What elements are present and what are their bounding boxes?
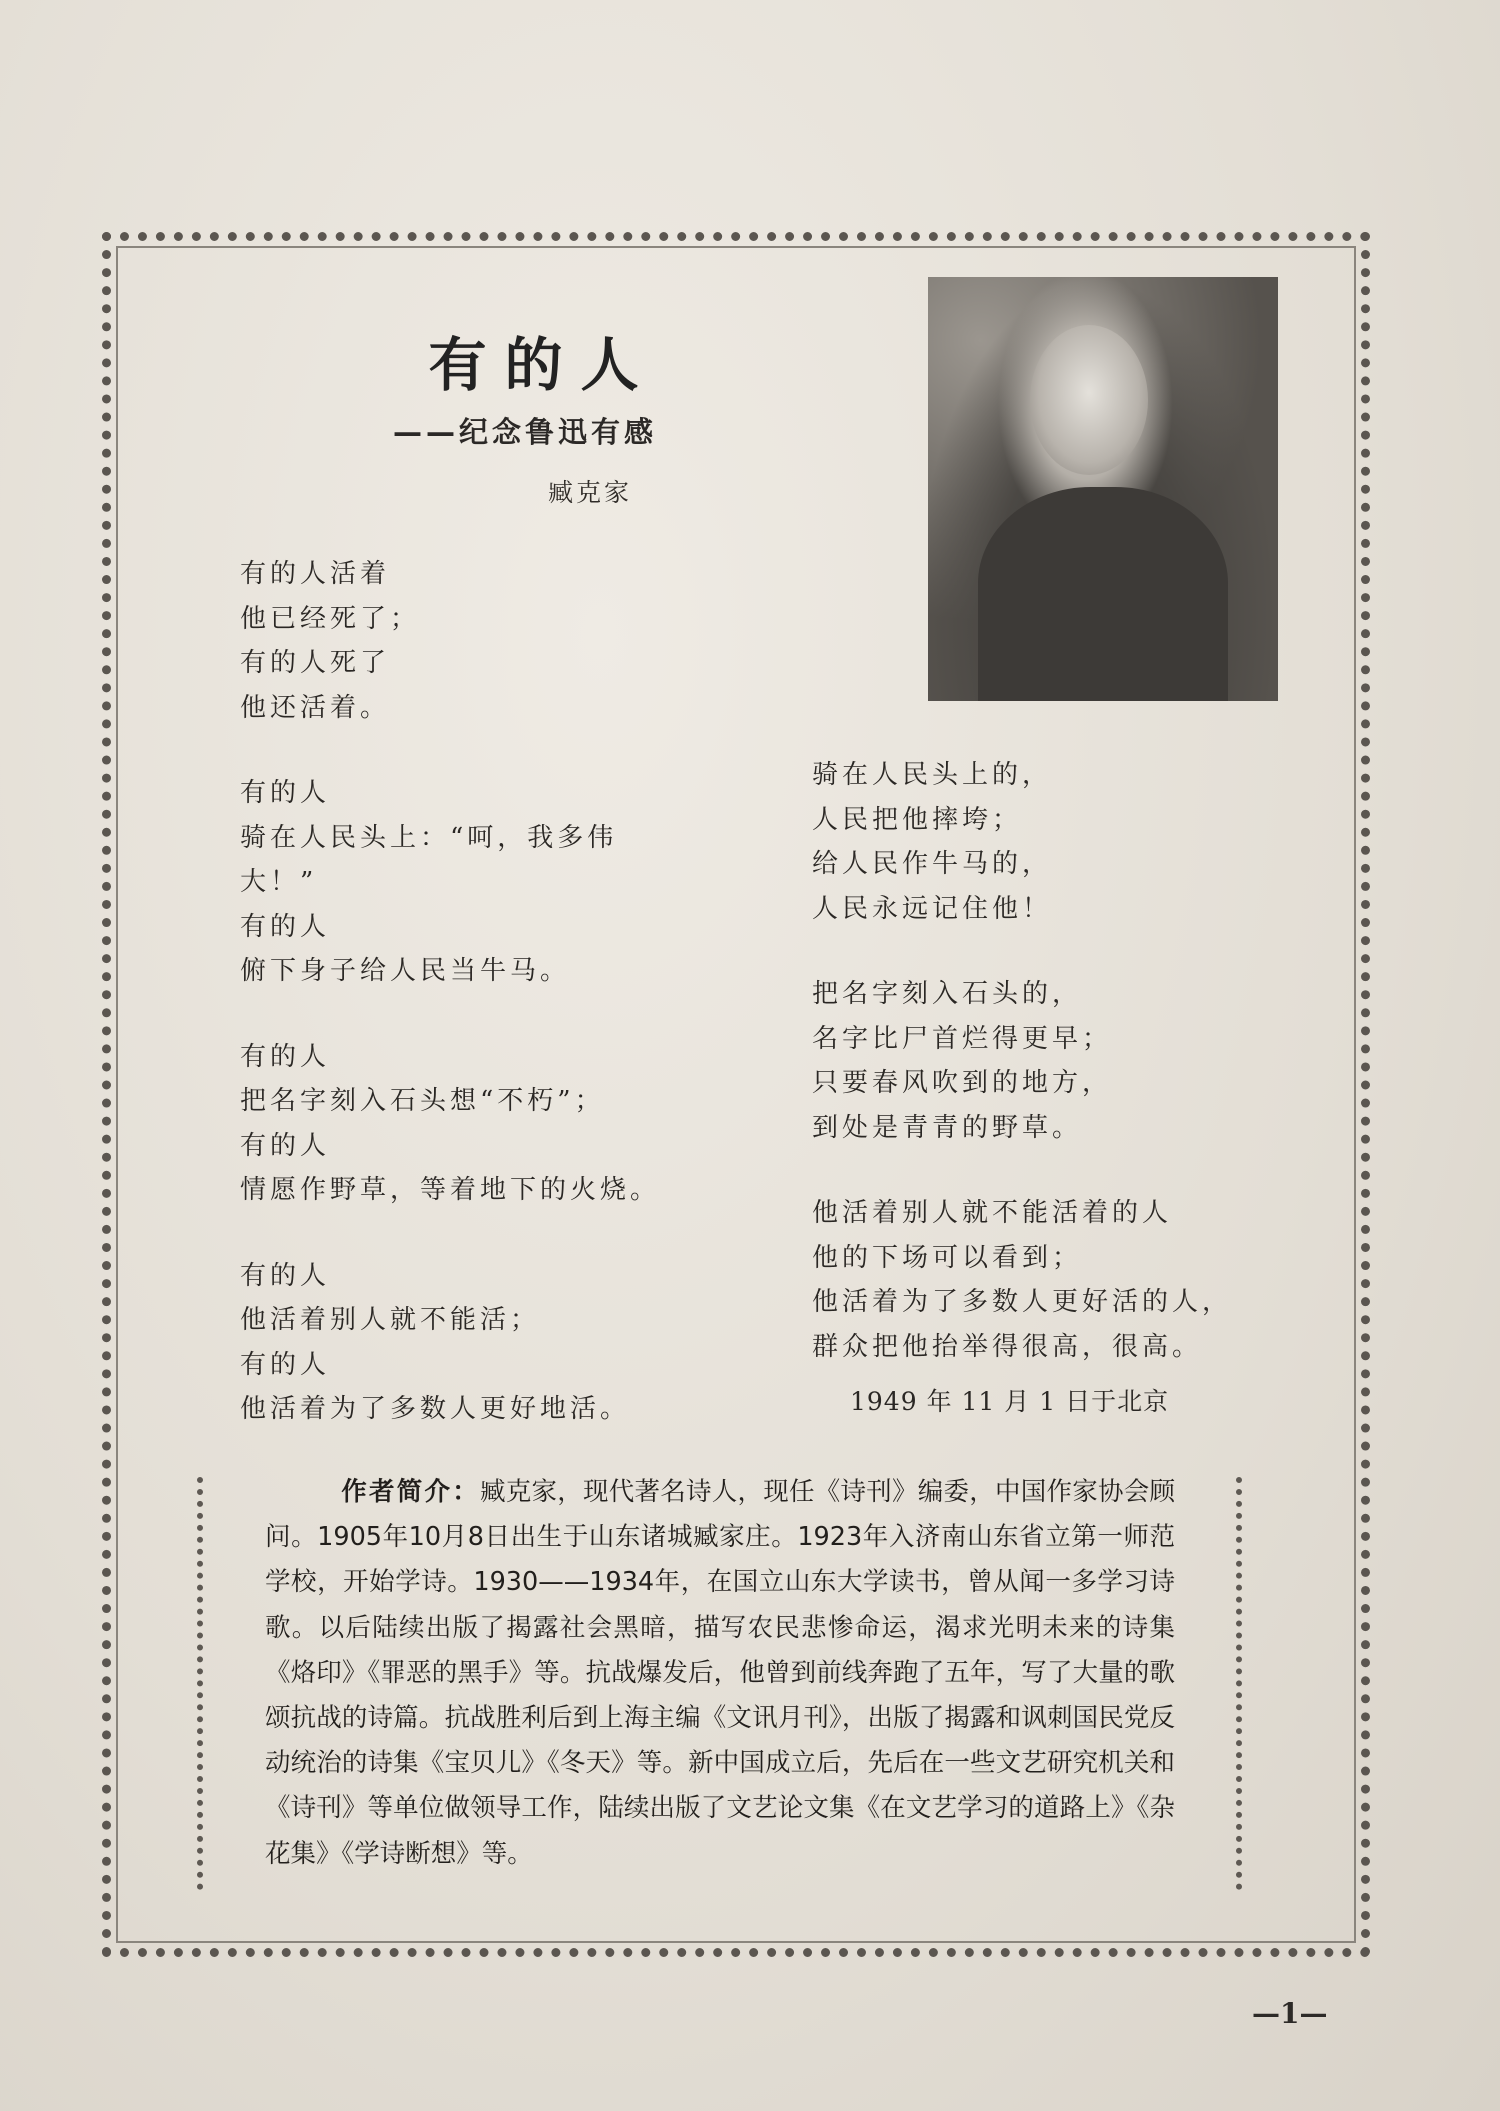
poem-line: 有的人 bbox=[240, 778, 331, 808]
poem-line: 到处是青青的野草。 bbox=[812, 1112, 1083, 1143]
poem-line: 大！” bbox=[240, 867, 318, 897]
poem-line: 有的人 bbox=[240, 1260, 331, 1291]
poem-line: 人民把他摔垮； bbox=[812, 804, 1023, 835]
poem-line: 人民永远记住他！ bbox=[812, 893, 1053, 924]
poem-line: 给人民作牛马的， bbox=[812, 849, 1053, 879]
poem-left-column bbox=[240, 552, 670, 1473]
portrait-body bbox=[978, 487, 1228, 701]
poem-line: 只要春风吹到的地方， bbox=[812, 1068, 1113, 1098]
portrait-photo bbox=[928, 277, 1278, 701]
portrait-face bbox=[1030, 325, 1148, 475]
author-bio bbox=[265, 1470, 1175, 1877]
poem-line: 他活着别人就不能活着的人 bbox=[812, 1198, 1173, 1228]
poem-line: 有的人 bbox=[240, 1041, 331, 1072]
poem-line: 群众把他抬举得很高，很高。 bbox=[812, 1331, 1203, 1362]
poem-line: 骑在人民头上：“呵，我多伟 bbox=[240, 822, 618, 853]
page-number: —1— bbox=[1252, 1997, 1328, 2030]
poem-line: 他活着为了多数人更好活的人， bbox=[812, 1287, 1233, 1317]
poem-line: 骑在人民头上的， bbox=[812, 760, 1053, 790]
poem-subtitle: ——纪念鲁迅有感 bbox=[392, 415, 657, 449]
poem-right-column bbox=[812, 753, 1242, 1410]
poem-line: 他的下场可以看到； bbox=[812, 1242, 1083, 1273]
poem-line: 有的人死了 bbox=[240, 648, 391, 678]
poem-stanza bbox=[812, 753, 1242, 931]
poem-line: 把名字刻入石头的， bbox=[812, 979, 1083, 1009]
poem-stanza bbox=[812, 1191, 1242, 1369]
poem-line: 情愿作野草，等着地下的火烧。 bbox=[240, 1175, 661, 1205]
poem-line: 他活着为了多数人更好地活。 bbox=[240, 1394, 631, 1424]
poem-line: 俯下身子给人民当牛马。 bbox=[240, 956, 571, 986]
poem-stanza bbox=[240, 771, 670, 994]
bio-label: 作者简介： bbox=[341, 1477, 480, 1507]
poem-stanza bbox=[812, 972, 1242, 1150]
bio-text: 臧克家，现代著名诗人，现任《诗刊》编委，中国作家协会顾问。1905年10月8日出生于山东诸城臧家庄。1923年入济南山东省立第一师范学校，开始学诗。1930——1934年，在国立山东大学读书，曾从闻一多学习诗歌。以后陆续出版了揭露社会黑暗，描写农民悲惨命运，渴求光明未来的诗集《烙印》《罪恶的黑手》等。抗战爆发后，他曾到前线奔跑了五年，写了大量的歌颂抗战的诗篇。抗战胜利后到上海主编《文讯月刊》，出版了揭露和讽刺国民党反动统治的诗集《宝贝儿》《冬天》等。新中国成立后，先后在一些文艺研究机关和《诗刊》等单位做领导工作，陆续出版了文艺论文集《在文艺学习的道路上》《杂花集》《学诗断想》等。 bbox=[265, 1477, 1175, 1869]
poem-line: 他已经死了； bbox=[240, 603, 421, 634]
poem-line: 有的人 bbox=[240, 1349, 331, 1380]
poem-line: 名字比尸首烂得更早； bbox=[812, 1023, 1113, 1054]
poem-line: 他活着别人就不能活； bbox=[240, 1305, 541, 1335]
poem-stanza bbox=[240, 1254, 670, 1432]
poem-line: 有的人 bbox=[240, 1130, 331, 1161]
poem-line: 把名字刻入石头想“不朽”； bbox=[240, 1086, 605, 1116]
poem-stanza bbox=[240, 552, 670, 730]
poem-stanza bbox=[240, 1035, 670, 1213]
poem-date: 1949 年 11 月 1 日于北京 bbox=[850, 1387, 1170, 1416]
poem-line: 他还活着。 bbox=[240, 692, 391, 723]
poem-line: 有的人活着 bbox=[240, 559, 391, 589]
poem-line: 有的人 bbox=[240, 911, 331, 942]
author-name: 臧克家 bbox=[547, 478, 632, 507]
poem-title: 有的人 bbox=[428, 331, 657, 399]
